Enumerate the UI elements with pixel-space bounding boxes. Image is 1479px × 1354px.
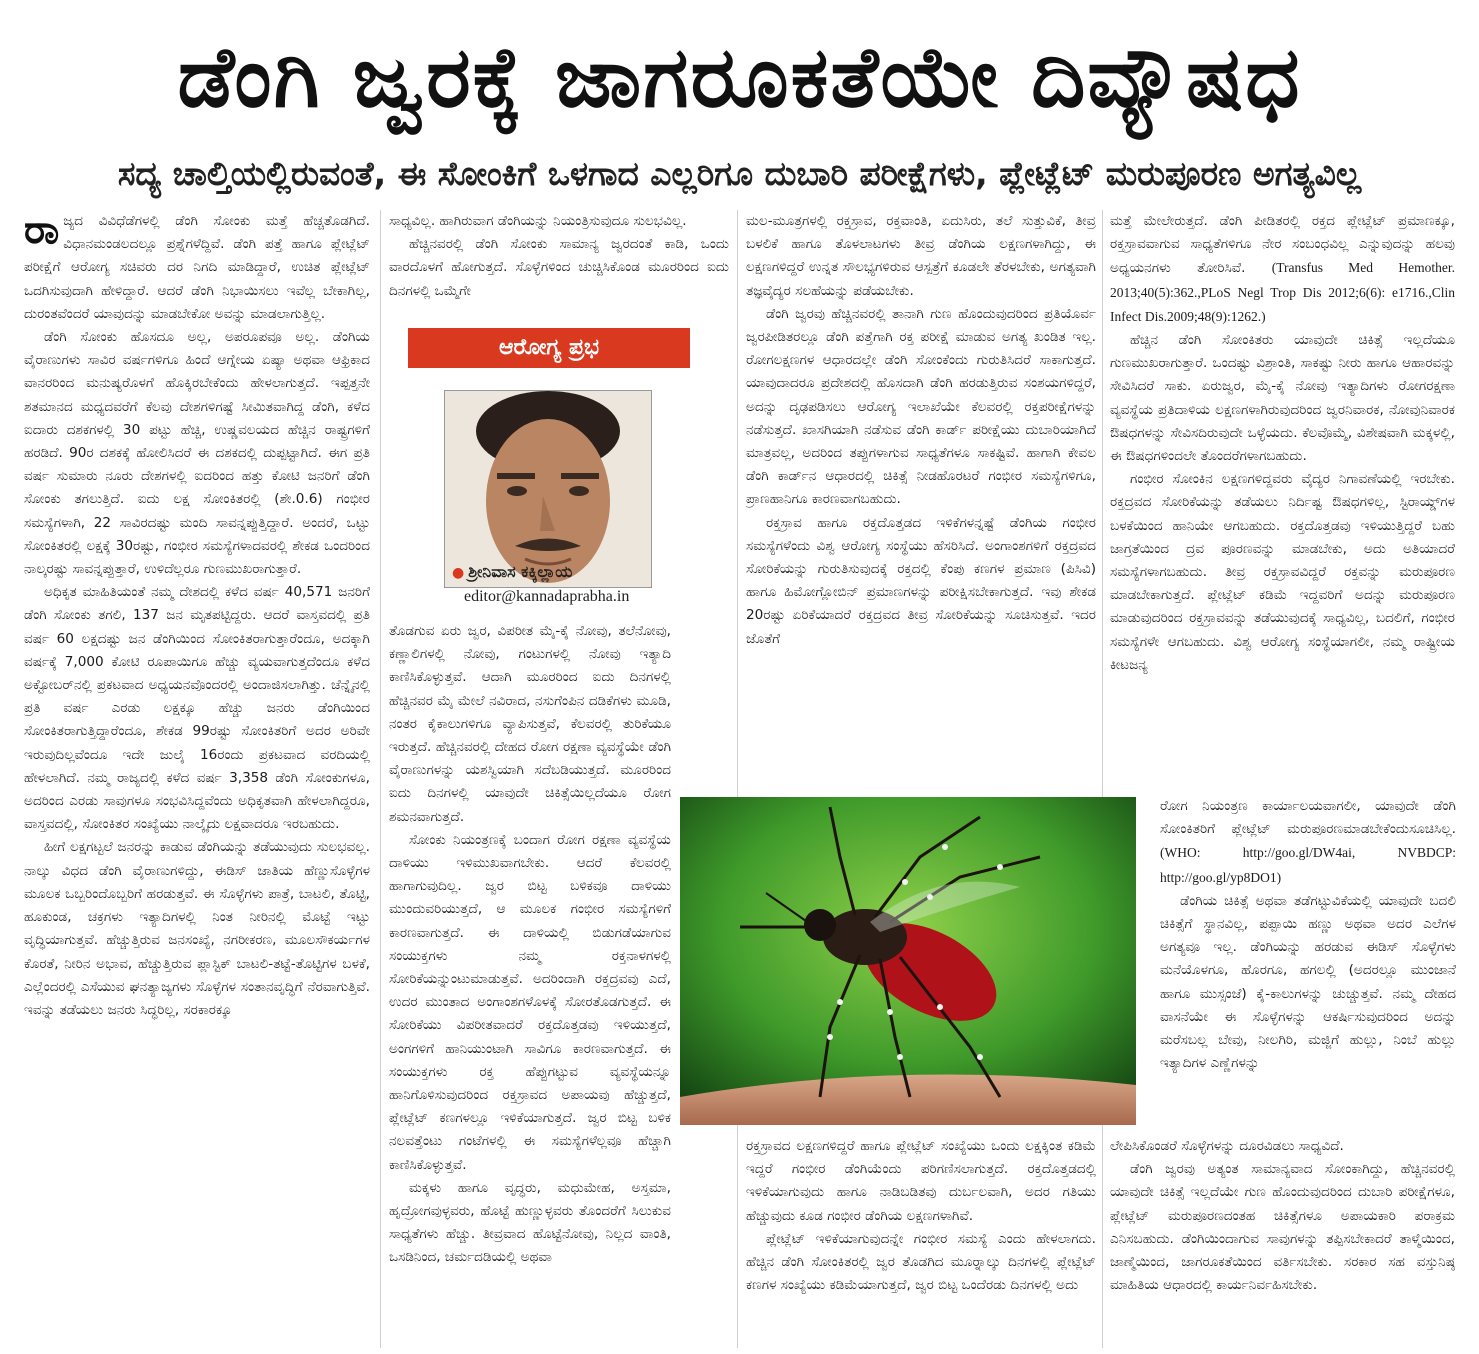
article-column-2-bottom [389, 620, 671, 1350]
paragraph: ಪ್ಲೇಟ್ಲೆಟ್ ಇಳಿಕೆಯಾಗುವುದನ್ನೇ ಗಂಭೀರ ಸಮಸ್ಯೆ ಎಂದು ಹೇಳಲಾಗದು. ಹೆಚ್ಚಿನ ಡೆಂಗಿ ಸೋಂಕಿತರಲ್ಲಿ ಜ್ವರ ತೊಡಗಿದ ಮೂರ್‍ನಾಲ್ಕು ದಿನಗಳಲ್ಲಿ ಪ್ಲೇಟ್ಲೆಟ್ ಕಣಗಳ ಸಂಖ್ಯೆಯು ಕಡಿಮೆಯಾಗುತ್ತದೆ, ಜ್ವರ ಬಿಟ್ಟ ಒಂದೆರಡು ದಿನಗಳಲ್ಲಿ ಅದು [746, 1230, 1096, 1294]
paragraph: ಹೀಗೆ ಲಕ್ಷಗಟ್ಟಲೆ ಜನರನ್ನು ಕಾಡುವ ಡೆಂಗಿಯನ್ನು ತಡೆಯುವುದು ಸುಲಭವಲ್ಲ. ನಾಲ್ಕು ವಿಧದ ಡೆಂಗಿ ವೈರಾಣುಗಳಿದ್ದು, ಈಡಿಸ್ ಜಾತಿಯ ಹೆಣ್ಣುಸೊಳ್ಳೆಗಳ ಮೂಲಕ ಒಬ್ಬರಿಂದೊಬ್ಬರಿಗೆ ಹರಡುತ್ತವೆ. ಈ ಸೊಳ್ಳೆಗಳು ಪಾತ್ರೆ, ಬಾಟಲಿ, ತೊಟ್ಟಿ, ಹೂಕುಂಡ, ಚಕ್ರಗಳು ಇತ್ಯಾದಿಗಳಲ್ಲಿ ನಿಂತ ನೀರಿನಲ್ಲಿ ಮೊಟ್ಟೆ ಇಟ್ಟು ವೃದ್ಧಿಯಾಗುತ್ತವೆ. ಹೆಚ್ಚುತ್ತಿರುವ ಜನಸಂಖ್ಯೆ, ನಗರೀಕರಣ, ಮೂಲಸೌಕರ್ಯಗಳ ಕೊರತೆ, ನೀರಿನ ಅಭಾವ, ಹೆಚ್ಚುತ್ತಿರುವ ಪ್ಲಾಸ್ಟಿಕ್ ಬಾಟಲಿ-ತಟ್ಟೆ-ತೊಟ್ಟಿಗಳ ಬಳಕೆ, ಎಲ್ಲೆಂದರಲ್ಲಿ ಎಸೆಯುವ ಘನತ್ಯಾಜ್ಯಗಳು ಸೊಳ್ಳೆಗಳ ಸಂತಾನವೃದ್ಧಿಗೆ ನೆರವಾಗುತ್ತಿವೆ. ಇವನ್ನು ತಡೆಯಲು ಜನರು ಸಿದ್ಧರಿಲ್ಲ, ಸರಕಾರಕ್ಕೂ [24, 839, 370, 1018]
subheadline: ಸದ್ಯ ಚಾಲ್ತಿಯಲ್ಲಿರುವಂತೆ, ಈ ಸೋಂಕಿಗೆ ಒಳಗಾದ ಎಲ್ಲರಿಗೂ ದುಬಾರಿ ಪರೀಕ್ಷೆಗಳು, ಪ್ಲೇಟ್ಲೆಟ್ ಮರುಪೂರಣ ಅಗತ್ಯವಿಲ್ಲ [117, 154, 1362, 193]
paragraph: ಡೆಂಗಿ ಸೋಂಕು ಹೊಸದೂ ಅಲ್ಲ, ಅಪರೂಪವೂ ಅಲ್ಲ. ಡೆಂಗಿಯ ವೈರಾಣುಗಳು ಸಾವಿರ ವರ್ಷಗಳಿಗೂ ಹಿಂದೆ ಆಗ್ನೇಯ ಏಷ್ಯಾ ಅಥವಾ ಆಫ್ರಿಕಾದ ವಾನರರಿಂದ ಮನುಷ್ಯರೊಳಗೆ ಹೊಕ್ಕಿರಬೇಕೆಂದು ಹೇಳಲಾಗುತ್ತದೆ. ಇಪ್ಪತ್ತನೇ ಶತಮಾನದ ಮಧ್ಯದವರೆಗೆ ಕೆಲವು ದೇಶಗಳಿಗಷ್ಟೆ ಸೀಮಿತವಾಗಿದ್ದ ಡೆಂಗಿ, ಕಳೆದ ಐದಾರು ದಶಕಗಳಲ್ಲಿ 30 ಪಟ್ಟು ಹೆಚ್ಚಿ, ಉಷ್ಣವಲಯದ ಹೆಚ್ಚಿನ ರಾಷ್ಟ್ರಗಳಿಗೆ ಹರಡಿದೆ. 90ರ ದಶಕಕ್ಕೆ ಹೋಲಿಸಿದರೆ ಈ ದಶಕದಲ್ಲಿ ದುಪ್ಪಟ್ಟಾಗಿದೆ. ಈಗ ಪ್ರತಿ ವರ್ಷ ಸುಮಾರು ನೂರು ದೇಶಗಳಲ್ಲಿ ಐದರಿಂದ ಹತ್ತು ಕೋಟಿ ಜನರಿಗೆ ಡೆಂಗಿ ಸೋಂಕು ತಗಲುತ್ತಿದೆ. ಐದು ಲಕ್ಷ ಸೋಂಕಿತರಲ್ಲಿ (ಶೇ.0.6) ಗಂಭೀರ ಸಮಸ್ಯೆಗಳಾಗಿ, 22 ಸಾವಿರದಷ್ಟು ಮಂದಿ ಸಾವನ್ನಪ್ಪುತ್ತಿದ್ದಾರೆ. ಅಂದರೆ, ಒಟ್ಟು ಸೋಂಕಿತರಲ್ಲಿ ಲಕ್ಷಕ್ಕೆ 30ರಷ್ಟು, ಗಂಭೀರ ಸಮಸ್ಯೆಗಳಾದವರಲ್ಲಿ ಶೇಕಡ ಒಂದರಿಂದ ನಾಲ್ಕರಷ್ಟು ಸಾವನ್ನಪ್ಪುತ್ತಾರೆ, ಉಳಿದೆಲ್ಲರೂ ಗುಣಮುಖರಾಗುತ್ತಾರೆ. [24, 329, 370, 578]
paragraph: ಮತ್ತೆ ಮೇಲೇರುತ್ತದೆ. ಡೆಂಗಿ ಪೀಡಿತರಲ್ಲಿ ರಕ್ತದ ಪ್ಲೇಟ್ಲೆಟ್ ಪ್ರಮಾಣಕ್ಕೂ, ರಕ್ತಸ್ರಾವವಾಗುವ ಸಾಧ್ಯತೆಗಳಿಗೂ ನೇರ ಸಂಬಂಧವಿಲ್ಲ ಎನ್ನುವುದನ್ನು ಹಲವು ಅಧ್ಯಯನಗಳು ತೋರಿಸಿವೆ. [1110, 213, 1455, 277]
article-column-4-top [1110, 210, 1455, 790]
paragraph: ರಕ್ತಸ್ರಾವದ ಲಕ್ಷಣಗಳಿದ್ದರೆ ಹಾಗೂ ಪ್ಲೇಟ್ಲೆಟ್ ಸಂಖ್ಯೆಯು ಒಂದು ಲಕ್ಷಕ್ಕಿಂತ ಕಡಿಮೆ ಇದ್ದರೆ ಗಂಭೀರ ಡೆಂಗಿಯೆಂದು ಪರಿಗಣಿಸಲಾಗುತ್ತದೆ. ರಕ್ತದೊತ್ತಡದಲ್ಲಿ ಇಳಿಕೆಯಾಗುವುದು ಹಾಗೂ ನಾಡಿಬಡಿತವು ದುರ್ಬಲವಾಗಿ, ಅದರ ಗತಿಯು ಹೆಚ್ಚುವುದು ಕೂಡ ಗಂಭೀರ ಡೆಂಗಿಯ ಲಕ್ಷಣಗಳಾಗಿವೆ. [746, 1138, 1096, 1224]
article-column-3-bottom [746, 1135, 1096, 1350]
article-column-1 [24, 210, 370, 1350]
reference: (Transfus Med Hemother. 2013;40(5):362.,PLoS Negl Trop Dis 2012;6(6): e1716.,Clin Infect Dis.2009;48(9):1262.) [1110, 260, 1455, 324]
paragraph: ರಕ್ತಸ್ರಾವ ಹಾಗೂ ರಕ್ತದೊತ್ತಡದ ಇಳಿಕೆಗಳನ್ನಷ್ಟೆ ಡೆಂಗಿಯ ಗಂಭೀರ ಸಮಸ್ಯೆಗಳೆಂದು ವಿಶ್ವ ಆರೋಗ್ಯ ಸಂಸ್ಥೆಯು ಹೆಸರಿಸಿದೆ. ಅಂಗಾಂಶಗಳಿಗೆ ರಕ್ತದ್ರವದ ಸೋರಿಕೆಯನ್ನು ಗುರುತಿಸುವುದಕ್ಕೆ ರಕ್ತದಲ್ಲಿ ಕೆಂಪು ಕಣಗಳ ಪ್ರಮಾಣ (ಪಿಸಿವಿ) ಹಾಗೂ ಹಿಮೋಗ್ಲೋಬಿನ್ ಪ್ರಮಾಣಗಳನ್ನು ಪರೀಕ್ಷಿಸಬೇಕಾಗುತ್ತದೆ. ಇವು ಶೇಕಡ 20ರಷ್ಟು ಏರಿಕೆಯಾದರೆ ರಕ್ತದ್ರವದ ತೀವ್ರ ಸೋರಿಕೆಯನ್ನು ಸೂಚಿಸುತ್ತವೆ. ಇದರ ಜೊತೆಗೆ [746, 514, 1096, 647]
article-column-2-top [389, 210, 729, 340]
column-rule [1102, 210, 1103, 1348]
article-column-4-middle [1160, 795, 1456, 1115]
column-rule [380, 210, 381, 1348]
paragraph: ಡೆಂಗಿ ಜ್ವರವು ಅತ್ಯಂತ ಸಾಮಾನ್ಯವಾದ ಸೋಂಕಾಗಿದ್ದು, ಹೆಚ್ಚಿನವರಲ್ಲಿ ಯಾವುದೇ ಚಿಕಿತ್ಸೆ ಇಲ್ಲದೆಯೇ ಗುಣ ಹೊಂದುವುದರಿಂದ ದುಬಾರಿ ಪರೀಕ್ಷೆಗಳೂ, ಪ್ಲೇಟ್ಲೆಟ್ ಮರುಪೂರಣದಂತಹ ಚಿಕಿತ್ಸೆಗಳೂ ಅಪಾಯಕಾರಿ ಪರಾಕ್ರಮ ಎನಿಸಬಹುದು. ಡೆಂಗಿಯಿಂದಾಗುವ ಸಾವುಗಳನ್ನು ತಪ್ಪಿಸಬೇಕಾದರೆ ತಾಳ್ಮೆಯಿಂದ, ಜಾಣ್ಮೆಯಿಂದ, ಜಾಗರೂಕತೆಯಿಂದ ವರ್ತಿಸಬೇಕು. ಸರಕಾರ ಸಹ ವಸ್ತುನಿಷ್ಠ ಮಾಹಿತಿಯ ಆಧಾರದಲ್ಲಿ ಕಾರ್ಯನಿರ್ವಹಿಸಬೇಕು. [1110, 1161, 1455, 1294]
paragraph: ಗಂಭೀರ ಸೋಂಕಿನ ಲಕ್ಷಣಗಳಿದ್ದವರು ವೈದ್ಯರ ನಿಗಾವಣೆಯಲ್ಲಿ ಇರಬೇಕು. ರಕ್ತದ್ರವದ ಸೋರಿಕೆಯನ್ನು ತಡೆಯಲು ನಿರ್ದಿಷ್ಟ ಔಷಧಗಳಿಲ್ಲ, ಸ್ಟಿರಾಯ್ಡ್‌ಗಳ ಬಳಕೆಯಿಂದ ಹಾನಿಯೇ ಆಗಬಹುದು. ರಕ್ತದೊತ್ತಡವು ಇಳಿಯುತ್ತಿದ್ದರೆ ಬಹು ಜಾಗ್ರತೆಯಿಂದ ದ್ರವ ಪೂರಣವನ್ನು ಮಾಡಬೇಕು, ಅದು ಅತಿಯಾದರೆ ಸಮಸ್ಯೆಗಳಾಗಬಹುದು. ತೀವ್ರ ರಕ್ತಸ್ರಾವವಿದ್ದರೆ ರಕ್ತವನ್ನು ಮರುಪೂರಣ ಮಾಡಬೇಕಾಗುತ್ತದೆ. ಪ್ಲೇಟ್ಲೆಟ್ ಕಡಿಮೆ ಇದ್ದವರಿಗೆ ಅದನ್ನು ಮರುಪೂರಣ ಮಾಡುವುದರಿಂದ ರಕ್ತಸ್ರಾವವನ್ನು ತಡೆಯುವುದಕ್ಕೆ ಸಾಧ್ಯವಿಲ್ಲ, ಬದಲಿಗೆ, ಗಂಭೀರ ಸಮಸ್ಯೆಗಳೇ ಆಗಬಹುದು. ವಿಶ್ವ ಆರೋಗ್ಯ ಸಂಸ್ಥೆಯಾಗಲೀ, ನಮ್ಮ ರಾಷ್ಟ್ರೀಯ ಕೀಟಜನ್ಯ [1110, 471, 1455, 673]
reference: (WHO: http://goo.gl/DW4ai, NVBDCP: http://goo.gl/yp8DO1) [1160, 845, 1456, 885]
mosquito-image [680, 797, 1136, 1125]
author-byline [452, 562, 692, 582]
article-column-3-top [746, 210, 1096, 790]
paragraph: ಡೆಂಗಿ ಜ್ವರವು ಹೆಚ್ಚಿನವರಲ್ಲಿ ತಾನಾಗಿ ಗುಣ ಹೊಂದುವುದರಿಂದ ಪ್ರತಿಯೊರ್ವ ಜ್ವರಪೀಡಿತರಲ್ಲೂ ಡೆಂಗಿ ಪತ್ತೆಗಾಗಿ ರಕ್ತ ಪರೀಕ್ಷೆ ಮಾಡುವ ಅಗತ್ಯ ಖಂಡಿತ ಇಲ್ಲ. ರೋಗಲಕ್ಷಣಗಳ ಆಧಾರದಲ್ಲೇ ಡೆಂಗಿ ಸೋಂಕೆಂದು ಗುರುತಿಸಿದರೆ ಸಾಕಾಗುತ್ತದೆ. ಯಾವುದಾದರೂ ಪ್ರದೇಶದಲ್ಲಿ ಹೊಸದಾಗಿ ಡೆಂಗಿ ಹರಡುತ್ತಿರುವ ಸಂಶಯಗಳಿದ್ದರೆ, ಅದನ್ನು ದೃಢಪಡಿಸಲು ಆರೋಗ್ಯ ಇಲಾಖೆಯೇ ಕೆಲವರಲ್ಲಿ ರಕ್ತಪರೀಕ್ಷೆಗಳನ್ನು ನಡೆಸುತ್ತದೆ. ಖಾಸಗಿಯಾಗಿ ನಡೆಸುವ ಡೆಂಗಿ ಕಾರ್ಡ್ ಪರೀಕ್ಷೆಯು ದುಬಾರಿಯಾಗಿದೆ ಮಾತ್ರವಲ್ಲ, ಅದರಿಂದ ತಪ್ಪುಗಳಾಗುವ ಸಾಧ್ಯತೆಗಳೂ ಸಾಕಷ್ಟಿವೆ. ಹಾಗಾಗಿ ಕೇವಲ ಡೆಂಗಿ ಕಾರ್ಡ್‌ನ ಆಧಾರದಲ್ಲಿ ಚಿಕಿತ್ಸೆ ನೀಡಹೊರಟರೆ ಗಂಭೀರ ಸಮಸ್ಯೆಗಳಿಗೂ, ಪ್ರಾಣಹಾನಿಗೂ ಕಾರಣವಾಗಬಹುದು. [746, 305, 1096, 508]
author-name: ಶ್ರೀನಿವಾಸ ಕಕ್ಕಿಲ್ಲಾಯ [468, 562, 573, 581]
author-email: editor@kannadaprabha.in [464, 588, 630, 605]
paragraph: ಹೆಚ್ಚಿನ ಡೆಂಗಿ ಸೋಂಕಿತರು ಯಾವುದೇ ಚಿಕಿತ್ಸೆ ಇಲ್ಲದೆಯೂ ಗುಣಮುಖರಾಗುತ್ತಾರೆ. ಒಂದಷ್ಟು ವಿಶ್ರಾಂತಿ, ಸಾಕಷ್ಟು ನೀರು ಹಾಗೂ ಆಹಾರವನ್ನು ಸೇವಿಸಿದರೆ ಸಾಕು. ಏರುಜ್ವರ, ಮೈ-ಕೈ ನೋವು ಇತ್ಯಾದಿಗಳು ರೋಗರಕ್ಷಣಾ ವ್ಯವಸ್ಥೆಯ ಪ್ರತಿದಾಳಿಯ ಲಕ್ಷಣಗಳಾಗಿರುವುದರಿಂದ ಜ್ವರನಿವಾರಕ, ನೋವುನಿವಾರಕ ಔಷಧಗಳನ್ನು ಸೇವಿಸದಿರುವುದೇ ಒಳ್ಳೆಯದು. ಕೆಲವೊಮ್ಮೆ, ವಿಶೇಷವಾಗಿ ಮಕ್ಕಳಲ್ಲಿ, ಈ ಔಷಧಗಳಿಂದಲೇ ತೊಂದರೆಗಳಾಗಬಹುದು. [1110, 332, 1455, 465]
paragraph: ಮಲ-ಮೂತ್ರಗಳಲ್ಲಿ ರಕ್ತಸ್ರಾವ, ರಕ್ತವಾಂತಿ, ಏದುಸಿರು, ತಲೆ ಸುತ್ತುವಿಕೆ, ತೀವ್ರ ಬಳಲಿಕೆ ಹಾಗೂ ತೊಳಲಾಟಗಳು ತೀವ್ರ ಡೆಂಗಿಯ ಲಕ್ಷಣಗಳಾಗಿದ್ದು, ಈ ಲಕ್ಷಣಗಳಿದ್ದರೆ ಉನ್ನತ ಸೌಲಭ್ಯಗಳಿರುವ ಆಸ್ಪತ್ರೆಗೆ ಕೂಡಲೇ ತೆರಳಬೇಕು, ಅಗತ್ಯವಾಗಿ ತಜ್ಞವೈದ್ಯರ ಸಲಹೆಯನ್ನು ಪಡೆಯಬೇಕು. [746, 213, 1096, 299]
headline: ಡೆಂಗಿ ಜ್ವರಕ್ಕೆ ಜಾಗರೂಕತೆಯೇ ದಿವ್ಯೌಷಧ [177, 28, 1302, 126]
column-label: ಆರೋಗ್ಯ ಪ್ರಭ [408, 328, 690, 368]
author-photo [444, 390, 652, 588]
paragraph: ಸೋಂಕು ನಿಯಂತ್ರಣಕ್ಕೆ ಬಂದಾಗ ರೋಗ ರಕ್ಷಣಾ ವ್ಯವಸ್ಥೆಯ ದಾಳಿಯು ಇಳಿಮುಖವಾಗಬೇಕು. ಆದರೆ ಕೆಲವರಲ್ಲಿ ಹಾಗಾಗುವುದಿಲ್ಲ. ಜ್ವರ ಬಿಟ್ಟ ಬಳಿಕವೂ ದಾಳಿಯು ಮುಂದುವರಿಯುತ್ತದೆ, ಆ ಮೂಲಕ ಗಂಭೀರ ಸಮಸ್ಯೆಗಳಿಗೆ ಕಾರಣವಾಗುತ್ತದೆ. ಈ ದಾಳಿಯಲ್ಲಿ ಬಿಡುಗಡೆಯಾಗುವ ಸಂಯುಕ್ತಗಳು ನಮ್ಮ ರಕ್ತನಾಳಗಳಲ್ಲಿ ಸೋರಿಕೆಯನ್ನುಂಟುಮಾಡುತ್ತವೆ. ಅದರಿಂದಾಗಿ ರಕ್ತದ್ರವವು ಎದೆ, ಉದರ ಮುಂತಾದ ಅಂಗಾಂಶಗಳೊಳಕ್ಕೆ ಸೋರತೊಡಗುತ್ತದೆ. ಈ ಸೋರಿಕೆಯು ವಿಪರೀತವಾದರೆ ರಕ್ತದೊತ್ತಡವು ಇಳಿಯುತ್ತದೆ, ಅಂಗಗಳಿಗೆ ಹಾನಿಯುಂಟಾಗಿ ಸಾವಿಗೂ ಕಾರಣವಾಗುತ್ತದೆ. ಈ ಸಂಯುಕ್ತಗಳು ರಕ್ತ ಹೆಪ್ಪುಗಟ್ಟುವ ವ್ಯವಸ್ಥೆಯನ್ನೂ ಹಾನಿಗೊಳಿಸುವುದರಿಂದ ರಕ್ತಸ್ರಾವದ ಅಪಾಯವು ಹೆಚ್ಚುತ್ತದೆ, ಪ್ಲೇಟ್ಲೆಟ್ ಕಣಗಳಲ್ಲೂ ಇಳಿಕೆಯಾಗುತ್ತದೆ. ಜ್ವರ ಬಿಟ್ಟ ಬಳಿಕ ನಲವತ್ತೆಂಟು ಗಂಟೆಗಳಲ್ಲಿ ಈ ಸಮಸ್ಯೆಗಳೆಲ್ಲವೂ ಹೆಚ್ಚಾಗಿ ಕಾಣಿಸಿಕೊಳ್ಳುತ್ತವೆ. [389, 831, 671, 1173]
column-rule [737, 210, 738, 1348]
drop-cap: ರಾ [24, 210, 60, 253]
bullet-icon: ● [452, 565, 465, 581]
paragraph: ತೊಡಗುವ ಏರು ಜ್ವರ, ವಿಪರೀತ ಮೈ-ಕೈ ನೋವು, ತಲೆನೋವು, ಕಣ್ಣಾಲಿಗಳಲ್ಲಿ ನೋವು, ಗಂಟುಗಳಲ್ಲಿ ನೋವು ಇತ್ಯಾದಿ ಕಾಣಿಸಿಕೊಳ್ಳುತ್ತವೆ. ಆದಾಗಿ ಮೂರರಿಂದ ಐದು ದಿನಗಳಲ್ಲಿ ಹೆಚ್ಚಿನವರ ಮೈ ಮೇಲೆ ನವಿರಾದ, ನಸುಗೆಂಪಿನ ದಡಿಕೆಗಳು ಮೂಡಿ, ನಂತರ ಕೈಕಾಲುಗಳಿಗೂ ವ್ಯಾಪಿಸುತ್ತವೆ, ಕೆಲವರಲ್ಲಿ ತುರಿಕೆಯೂ ಇರುತ್ತದೆ. ಹೆಚ್ಚಿನವರಲ್ಲಿ ದೇಹದ ರೋಗ ರಕ್ಷಣಾ ವ್ಯವಸ್ಥೆಯೇ ಡೆಂಗಿ ವೈರಾಣುಗಳನ್ನು ಯಶಸ್ವಿಯಾಗಿ ಸದೆಬಡಿಯುತ್ತದೆ. ಮೂರರಿಂದ ಐದು ದಿನಗಳಲ್ಲಿ ಯಾವುದೇ ಚಿಕಿತ್ಸೆಯಿಲ್ಲದೆಯೂ ರೋಗ ಶಮನವಾಗುತ್ತದೆ. [389, 623, 671, 825]
paragraph: ಜ್ಯದ ವಿವಿಧೆಡೆಗಳಲ್ಲಿ ಡೆಂಗಿ ಸೋಂಕು ಮತ್ತೆ ಹೆಚ್ಚತೊಡಗಿದೆ. ವಿಧಾನಮಂಡಲದಲ್ಲೂ ಪ್ರಶ್ನೆಗಳೆದ್ದಿವೆ. ಡೆಂಗಿ ಪತ್ತೆ ಹಾಗೂ ಪ್ಲೇಟ್ಲೆಟ್ ಪರೀಕ್ಷೆಗೆ ಆರೋಗ್ಯ ಸಚಿವರು ದರ ನಿಗದಿ ಮಾಡಿದ್ದಾರೆ, ಉಚಿತ ಪ್ಲೇಟ್ಲೆಟ್ ಒದಗಿಸುವುದಾಗಿ ಹೇಳಿದ್ದಾರೆ. ಆದರೆ ಡೆಂಗಿ ನಿಭಾಯಿಸಲು ಇವೆಲ್ಲ ಬೇಕಾಗಿಲ್ಲ, ದುರಂತವೆಂದರೆ ಯಾವುದನ್ನು ಮಾಡಬೇಕೋ ಅವನ್ನು ಮಾಡಲಾಗುತ್ತಿಲ್ಲ. [24, 213, 370, 322]
paragraph: ರೋಗ ನಿಯಂತ್ರಣ ಕಾರ್ಯಾಲಯವಾಗಲೀ, ಯಾವುದೇ ಡೆಂಗಿ ಸೋಂಕಿತರಿಗೆ ಪ್ಲೇಟ್ಲೆಟ್ ಮರುಪೂರಣಮಾಡಬೇಕೆಂದುಸೂಚಿಸಿಲ್ಲ. [1160, 798, 1456, 838]
paragraph: ಸಾಧ್ಯವಿಲ್ಲ. ಹಾಗಿರುವಾಗ ಡೆಂಗಿಯನ್ನು ನಿಯಂತ್ರಿಸುವುದೂ ಸುಲಭವಿಲ್ಲ. [389, 213, 687, 229]
paragraph: ಅಧಿಕೃತ ಮಾಹಿತಿಯಂತೆ ನಮ್ಮ ದೇಶದಲ್ಲಿ ಕಳೆದ ವರ್ಷ 40,571 ಜನರಿಗೆ ಡೆಂಗಿ ಸೋಂಕು ತಗಲಿ, 137 ಜನ ಮೃತಪಟ್ಟಿದ್ದರು. ಆದರೆ ವಾಸ್ತವದಲ್ಲಿ ಪ್ರತಿ ವರ್ಷ 60 ಲಕ್ಷದಷ್ಟು ಜನ ಡೆಂಗಿಯಿಂದ ಸೋಂಕಿತರಾಗುತ್ತಾರೆಂದೂ, ಅದಕ್ಕಾಗಿ ವರ್ಷಕ್ಕೆ 7,000 ಕೋಟಿ ರೂಪಾಯಿಗೂ ಹೆಚ್ಚು ವ್ಯಯವಾಗುತ್ತದೆಂದೂ ಕಳೆದ ಅಕ್ಟೋಬರ್‌ನಲ್ಲಿ ಪ್ರಕಟವಾದ ಅಧ್ಯಯನವೊಂದರಲ್ಲಿ ಅಂದಾಜಿಸಲಾಗಿತ್ತು. ಚೆನ್ನೈನಲ್ಲಿ ಪ್ರತಿ ವರ್ಷ ಎರಡು ಲಕ್ಷಕ್ಕೂ ಹೆಚ್ಚು ಜನರು ಡೆಂಗಿಯಿಂದ ಸೋಂಕಿತರಾಗುತ್ತಿದ್ದಾರೆಂದೂ, ಶೇಕಡ 99ರಷ್ಟು ಸೋಂಕಿತರಿಗೆ ಅದರ ಅರಿವೇ ಇರುವುದಿಲ್ಲವೆಂದೂ ಇದೇ ಜುಲೈ 16ರಂದು ಪ್ರಕಟವಾದ ವರದಿಯಲ್ಲಿ ಹೇಳಲಾಗಿದೆ. ನಮ್ಮ ರಾಜ್ಯದಲ್ಲಿ ಕಳೆದ ವರ್ಷ 3,358 ಡೆಂಗಿ ಸೋಂಕುಗಳೂ, ಅದರಿಂದ ಎರಡು ಸಾವುಗಳೂ ಸಂಭವಿಸಿದ್ದವೆಂದು ಅಧಿಕೃತವಾಗಿ ಹೇಳಲಾಗಿದ್ದರೂ, ವಾಸ್ತವದಲ್ಲಿ, ಸೋಂಕಿತರ ಸಂಖ್ಯೆಯು ನಾಲ್ಕೈದು ಲಕ್ಷವಾದರೂ ಇರಬಹುದು. [24, 584, 370, 833]
paragraph: ಹೆಚ್ಚಿನವರಲ್ಲಿ ಡೆಂಗಿ ಸೋಂಕು ಸಾಮಾನ್ಯ ಜ್ವರದಂತೆ ಕಾಡಿ, ಒಂದು ವಾರದೊಳಗೆ ಹೋಗುತ್ತದೆ. ಸೊಳ್ಳೆಗಳಿಂದ ಚುಚ್ಚಿಸಿಕೊಂಡ ಮೂರರಿಂದ ಐದು ದಿನಗಳಲ್ಲಿ ಒಮ್ಮೆಗೇ [389, 236, 729, 299]
article-column-4-bottom [1110, 1135, 1455, 1350]
paragraph: ಮಕ್ಕಳು ಹಾಗೂ ವೃದ್ಧರು, ಮಧುಮೇಹ, ಅಸ್ತಮಾ, ಹೃದ್ರೋಗವುಳ್ಳವರು, ಹೊಟ್ಟೆ ಹುಣ್ಣುಳ್ಳವರು ತೊಂದರೆಗೆ ಸಿಲುಕುವ ಸಾಧ್ಯತೆಗಳು ಹೆಚ್ಚು. ತೀವ್ರವಾದ ಹೊಟ್ಟೆನೋವು, ನಿಲ್ಲದ ವಾಂತಿ, ಒಸಡಿನಿಂದ, ಚರ್ಮದಡಿಯಲ್ಲಿ ಅಥವಾ [389, 1179, 671, 1266]
paragraph: ಲೇಪಿಸಿಕೊಂಡರೆ ಸೊಳ್ಳೆಗಳನ್ನು ದೂರವಿಡಲು ಸಾಧ್ಯವಿದೆ. [1110, 1138, 1344, 1154]
paragraph: ಡೆಂಗಿಯ ಚಿಕಿತ್ಸೆ ಅಥವಾ ತಡೆಗಟ್ಟುವಿಕೆಯಲ್ಲಿ ಯಾವುದೇ ಬದಲಿ ಚಿಕಿತ್ಸೆಗೆ ಸ್ಥಾನವಿಲ್ಲ, ಪಪ್ಪಾಯಿ ಹಣ್ಣು ಅಥವಾ ಅದರ ಎಲೆಗಳ ಅಗತ್ಯವೂ ಇಲ್ಲ. ಡೆಂಗಿಯನ್ನು ಹರಡುವ ಈಡಿಸ್ ಸೊಳ್ಳೆಗಳು ಮನೆಯೊಳಗೂ, ಹೊರಗೂ, ಹಗಲಲ್ಲಿ (ಅದರಲ್ಲೂ ಮುಂಜಾನೆ ಹಾಗೂ ಮುಸ್ಸಂಜೆ) ಕೈ-ಕಾಲುಗಳನ್ನು ಚುಚ್ಚುತ್ತವೆ. ನಮ್ಮ ದೇಹದ ವಾಸನೆಯೇ ಈ ಸೊಳ್ಳೆಗಳನ್ನು ಆಕರ್ಷಿಸುವುದರಿಂದ ಅದನ್ನು ಮರೆಸಬಲ್ಲ ಬೇವು, ನೀಲಗಿರಿ, ಮಜ್ಜಿಗೆ ಹುಲ್ಲು, ನಿಂಬೆ ಹುಲ್ಲು ಇತ್ಯಾದಿಗಳ ಎಣ್ಣೆಗಳನ್ನು [1160, 892, 1456, 1072]
